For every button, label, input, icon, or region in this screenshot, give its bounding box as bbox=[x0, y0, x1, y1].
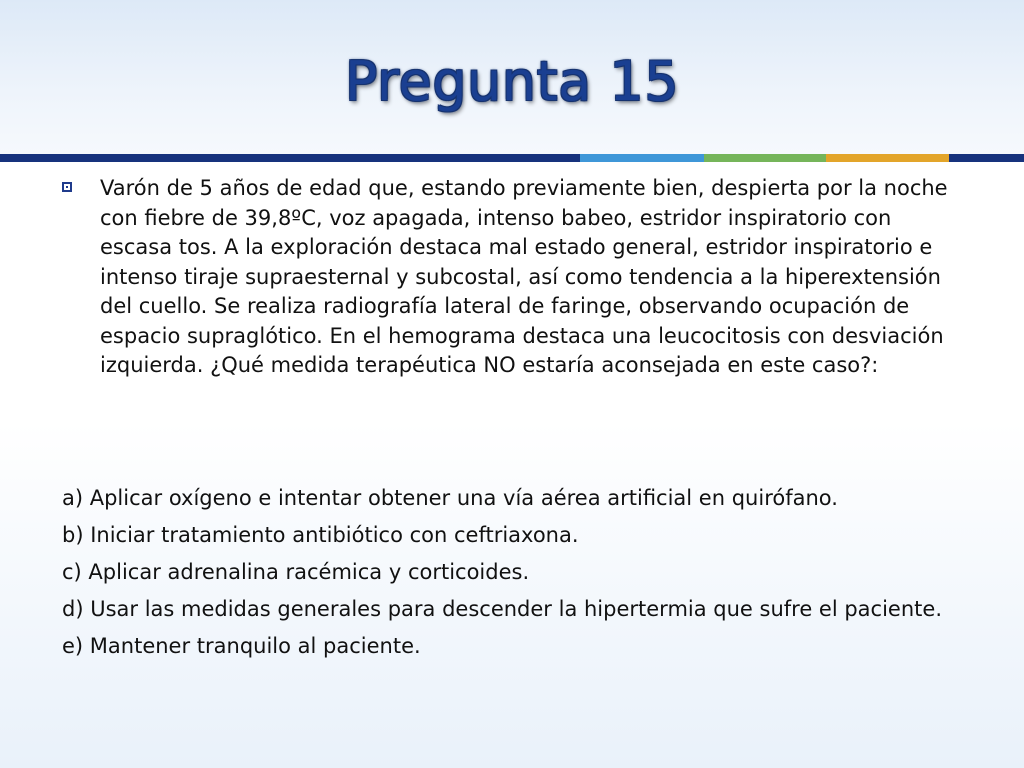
header-band-orange bbox=[826, 154, 949, 162]
slide-content bbox=[0, 162, 1024, 768]
square-bullet-icon bbox=[62, 182, 72, 192]
answer-options bbox=[62, 484, 962, 669]
header-band-blue bbox=[580, 154, 704, 162]
slide-header bbox=[0, 0, 1024, 154]
option-c: c) Aplicar adrenalina racémica y corticoides. bbox=[62, 560, 530, 584]
option-b: b) Iniciar tratamiento antibiótico con ceftriaxona. bbox=[62, 523, 579, 547]
header-band-main bbox=[0, 154, 580, 162]
option-d: d) Usar las medidas generales para descender la hipertermia que sufre el paciente. bbox=[62, 597, 942, 621]
slide-title: Pregunta 15 bbox=[344, 50, 680, 113]
question-text: Varón de 5 años de edad que, estando previamente bien, despierta por la noche con fiebre de 39,8ºC, voz apagada, intenso babeo, estridor inspiratorio con escasa tos. A la exploración destaca mal estado general, estridor inspiratorio e intenso tiraje supraesternal y subcostal, así como tendencia a la hiperextensión del cuello. Se realiza radiografía lateral de faringe, observando ocupación de espacio supraglótico. En el hemograma destaca una leucocitosis con desviación izquierda. ¿Qué medida terapéutica NO estaría aconsejada en este caso?: bbox=[100, 176, 948, 377]
header-band-green bbox=[704, 154, 826, 162]
header-band-end bbox=[949, 154, 1024, 162]
option-e: e) Mantener tranquilo al paciente. bbox=[62, 634, 421, 658]
option-a: a) Aplicar oxígeno e intentar obtener una vía aérea artificial en quirófano. bbox=[62, 486, 838, 510]
